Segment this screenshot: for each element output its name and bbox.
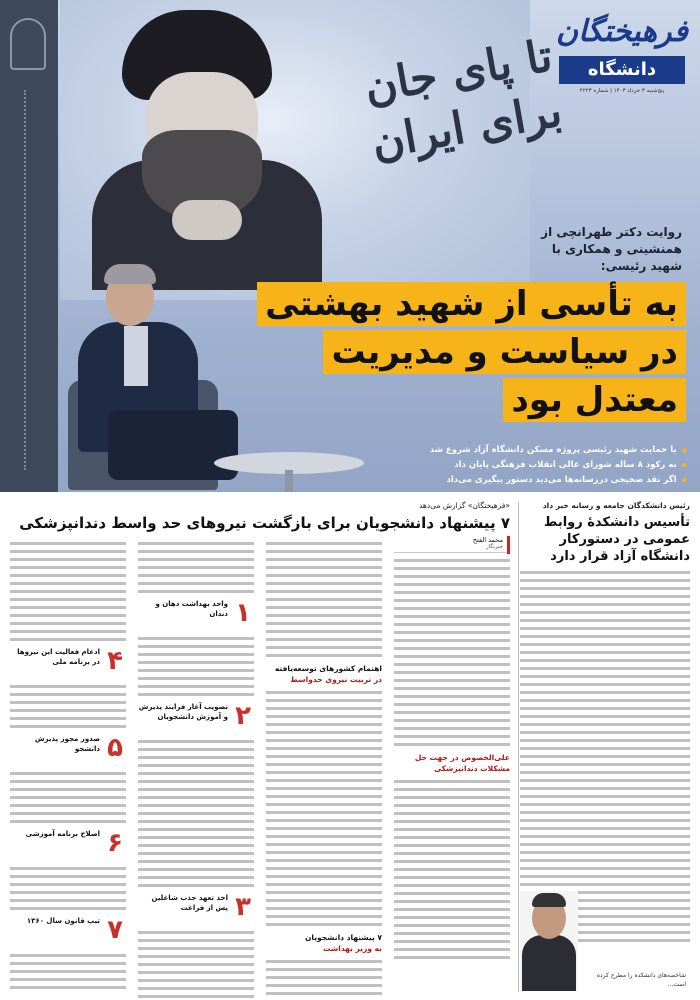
proposal-item xyxy=(10,647,126,677)
hero-intro: روایت دکتر طهرانچی از همنشینی و همکاری با شهید رئیسی: xyxy=(541,225,682,273)
brand-logo-script: فرهیختگان xyxy=(556,14,688,49)
column-text xyxy=(266,542,382,657)
column-text xyxy=(266,691,382,926)
subhead xyxy=(266,663,382,685)
byline-name: محمد الفتح xyxy=(472,536,503,544)
column-text xyxy=(10,685,126,728)
proposal-text: تیپ قانون سال ۱۳۶۰ xyxy=(26,917,100,925)
column-text xyxy=(138,740,254,887)
side-article-photo-caption: شاخصه‌های دانشکده را مطرح کرده است... xyxy=(596,972,686,988)
hero-bullet: ◀ با حمایت شهید رئیسی پروژه مسکن دانشگاه آزاد شروع شد xyxy=(386,443,686,458)
proposal-item xyxy=(138,599,254,629)
guest-hair xyxy=(104,264,156,284)
main-article xyxy=(10,500,510,995)
proposal-number: ۷ xyxy=(107,915,123,945)
hero-headline xyxy=(265,282,686,426)
proposal-number: ۳ xyxy=(235,892,251,922)
byline-role: خبرنگار xyxy=(486,544,503,550)
column-text xyxy=(10,542,126,641)
proposal-item xyxy=(138,893,254,923)
side-article-portrait xyxy=(520,891,578,991)
proposal-number: ۵ xyxy=(107,733,123,763)
proposal-number: ۱ xyxy=(235,598,251,628)
column-text xyxy=(10,954,126,989)
headline-line-1: به تأسی از شهید بهشتی xyxy=(257,282,686,326)
masthead xyxy=(552,12,692,140)
proposal-item xyxy=(10,734,126,764)
hero-bullet: ◀ اگر نقد صحیحی دررسانه‌ها می‌دید دستور پیگیری می‌داد xyxy=(386,473,686,488)
subhead-text: علی‌الخصوص در جهت حل مشکلات دندانپزشکی xyxy=(414,753,510,773)
proposal-text: صدور مجوز پذیرش دانشجو xyxy=(34,735,100,753)
article-column xyxy=(10,536,126,991)
proposal-item xyxy=(10,829,126,859)
ornament-dots xyxy=(24,90,32,470)
side-table-leg xyxy=(285,470,293,492)
hero-section xyxy=(0,0,700,492)
subhead xyxy=(266,932,382,954)
article-column xyxy=(266,536,382,991)
main-article-columns xyxy=(10,536,510,991)
guest-legs xyxy=(108,410,238,480)
column-text xyxy=(394,559,510,746)
hero-bullet: ◀ به رکود ۸ ساله شورای عالی انقلاب فرهنگی پایان داد xyxy=(386,458,686,473)
portrait-hand xyxy=(172,200,242,240)
column-divider xyxy=(518,502,519,992)
article-column xyxy=(138,536,254,991)
issue-dateline: پنج‌شنبه ۳ خرداد ۱۴۰۳ | شماره ۴۲۲۳ xyxy=(579,88,665,94)
proposal-number: ۴ xyxy=(107,646,123,676)
proposal-number: ۶ xyxy=(107,828,123,858)
column-text xyxy=(10,772,126,823)
subhead-text: به وزیر بهداشت xyxy=(322,944,382,953)
side-article-title: تأسیس دانشکدهٔ روابط عمومی در دستورکار دانشگاه آزاد قرار دارد xyxy=(543,515,690,564)
hero-bullets xyxy=(386,443,686,488)
side-article xyxy=(520,500,690,995)
subhead-text: ۷ پیشنهاد دانشجویان xyxy=(305,933,382,942)
proposal-text: اخذ تعهد جذب شاغلین پس از فراغت xyxy=(151,894,228,912)
column-text xyxy=(10,867,126,910)
column-text xyxy=(138,542,254,593)
slogan-calligraphy: تا پای جان برای ایران xyxy=(360,30,566,170)
portrait-suit xyxy=(522,935,576,991)
side-article-kicker: رئیس دانشکدگان جامعه و رسانه خبر داد xyxy=(542,501,690,510)
brand-logo-box: دانشگاه xyxy=(559,56,685,84)
column-text xyxy=(266,960,382,1000)
column-text xyxy=(138,637,254,696)
byline xyxy=(394,536,510,553)
guest-shirt xyxy=(124,326,148,386)
proposal-text: تصویب آغاز فرایند پذیرش و آموزش دانشجویان xyxy=(138,703,228,721)
article-column xyxy=(394,536,510,991)
side-article-body xyxy=(520,571,690,942)
byline-accent-bar xyxy=(507,536,510,554)
portrait-hair xyxy=(532,893,566,907)
main-article-kicker: «فرهیختگان» گزارش می‌دهد xyxy=(419,501,510,510)
subhead-text: اهتمام کشورهای توسعه‌یافته xyxy=(274,664,382,673)
ornament-arch-icon xyxy=(10,18,46,70)
proposal-text: اصلاح برنامه آموزشی xyxy=(25,830,100,838)
subhead-text: در تربیت نیروی حدواسط xyxy=(290,675,382,684)
main-article-title: ۷ پیشنهاد دانشجویان برای بازگشت نیروهای حد واسط دندانپزشکی xyxy=(19,514,510,532)
headline-line-2: در سیاست و مدیریت xyxy=(323,330,686,374)
proposal-text: واحد بهداشت دهان و دندان xyxy=(155,600,228,618)
headline-line-3: معتدل بود xyxy=(503,378,686,422)
proposal-text: ادغام فعالیت این نیروها در برنامه ملی xyxy=(17,648,100,666)
bottom-section xyxy=(0,492,700,1000)
column-text xyxy=(394,780,510,959)
proposal-item xyxy=(138,702,254,732)
subhead xyxy=(394,752,510,774)
decorative-ornament-strip xyxy=(0,0,58,492)
proposal-number: ۲ xyxy=(235,701,251,731)
proposal-item xyxy=(10,916,126,946)
column-text xyxy=(138,931,254,1000)
